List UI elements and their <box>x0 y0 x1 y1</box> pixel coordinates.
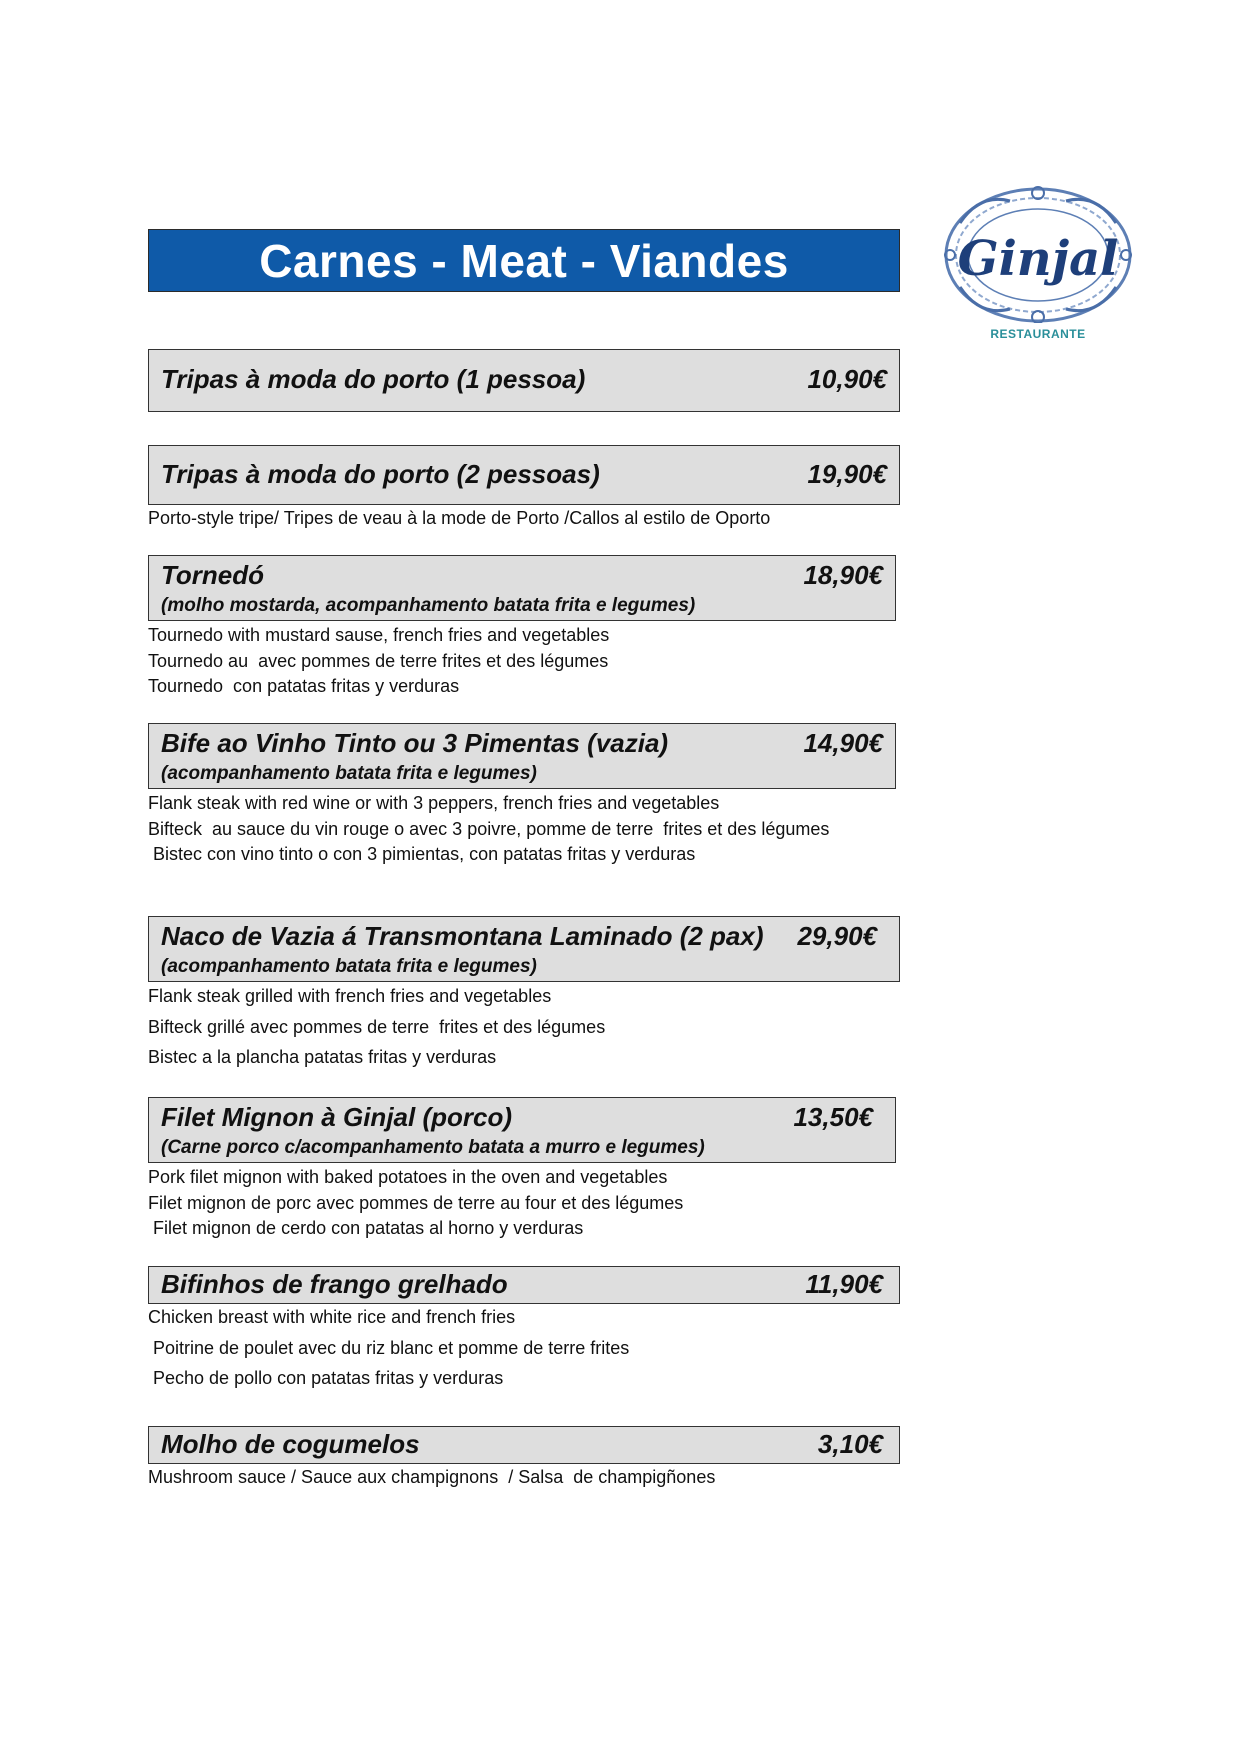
restaurant-logo <box>940 183 1136 343</box>
item-description: Porto-style tripe/ Tripes de veau à la mode de Porto /Callos al estilo de Oporto <box>148 508 771 528</box>
item-description: Flank steak grilled with french fries and vegetables <box>148 986 552 1006</box>
item-description: Tournedo with mustard sause, french fries and vegetables <box>148 625 610 645</box>
item-description: Tournedo au avec pommes de terre frites et des légumes <box>148 651 609 671</box>
item-description: Filet mignon de cerdo con patatas al horno y verduras <box>148 1218 584 1238</box>
menu-item-header <box>148 1426 900 1464</box>
item-name: Bifinhos de frango grelhado <box>161 1269 508 1299</box>
item-price: 13,50€ <box>793 1102 873 1132</box>
item-name: Tornedó <box>161 560 265 590</box>
item-description: Mushroom sauce / Sauce aux champignons / Salsa de champigñones <box>148 1467 716 1487</box>
item-price: 3,10€ <box>817 1429 883 1459</box>
item-name: Tripas à moda do porto (2 pessoas) <box>161 459 600 489</box>
menu-title: Carnes - Meat - Viandes <box>259 234 789 287</box>
menu-item-header <box>148 349 900 412</box>
item-subtitle: (molho mostarda, acompanhamento batata frita e legumes) <box>161 595 696 616</box>
item-description: Bifteck au sauce du vin rouge o avec 3 poivre, pomme de terre frites et des légumes <box>148 819 830 839</box>
item-price: 19,90€ <box>807 459 887 489</box>
item-subtitle: (acompanhamento batata frita e legumes) <box>161 763 537 784</box>
item-price: 11,90€ <box>805 1269 883 1299</box>
item-description: Pecho de pollo con patatas fritas y verduras <box>148 1368 504 1388</box>
item-price: 10,90€ <box>807 364 887 394</box>
item-price: 14,90€ <box>803 728 883 758</box>
menu-item-header <box>148 1266 900 1304</box>
item-price: 18,90€ <box>803 560 883 590</box>
item-description: Poitrine de poulet avec du riz blanc et pomme de terre frites <box>148 1338 630 1358</box>
item-description: Pork filet mignon with baked potatoes in the oven and vegetables <box>148 1167 668 1187</box>
item-description: Bifteck grillé avec pommes de terre frites et des légumes <box>148 1017 606 1037</box>
menu-item-header <box>148 723 896 789</box>
item-name: Molho de cogumelos <box>161 1429 420 1459</box>
item-subtitle: (acompanhamento batata frita e legumes) <box>161 956 537 977</box>
item-description: Bistec a la plancha patatas fritas y verduras <box>148 1047 497 1067</box>
menu-item-header <box>148 555 896 621</box>
menu-item-header <box>148 916 900 982</box>
item-price: 29,90€ <box>797 921 877 951</box>
item-description: Chicken breast with white rice and french fries <box>148 1307 516 1327</box>
item-name: Filet Mignon à Ginjal (porco) <box>161 1102 512 1132</box>
item-description: Tournedo con patatas fritas y verduras <box>148 676 460 696</box>
item-description: Flank steak with red wine or with 3 peppers, french fries and vegetables <box>148 793 720 813</box>
item-name: Tripas à moda do porto (1 pessoa) <box>161 364 586 394</box>
menu-item-header <box>148 445 900 505</box>
menu-item-header <box>148 1097 896 1163</box>
item-subtitle: (Carne porco c/acompanhamento batata a murro e legumes) <box>161 1137 705 1158</box>
logo-subtitle: RESTAURANTE <box>990 327 1086 341</box>
item-description: Filet mignon de porc avec pommes de terre au four et des légumes <box>148 1193 684 1213</box>
item-name: Bife ao Vinho Tinto ou 3 Pimentas (vazia) <box>161 728 669 758</box>
item-name: Naco de Vazia á Transmontana Laminado (2 pax) <box>161 921 764 951</box>
menu-title-bar <box>148 229 900 292</box>
item-description: Bistec con vino tinto o con 3 pimientas, con patatas fritas y verduras <box>148 844 696 864</box>
logo-wordmark: Ginjal <box>957 231 1119 287</box>
